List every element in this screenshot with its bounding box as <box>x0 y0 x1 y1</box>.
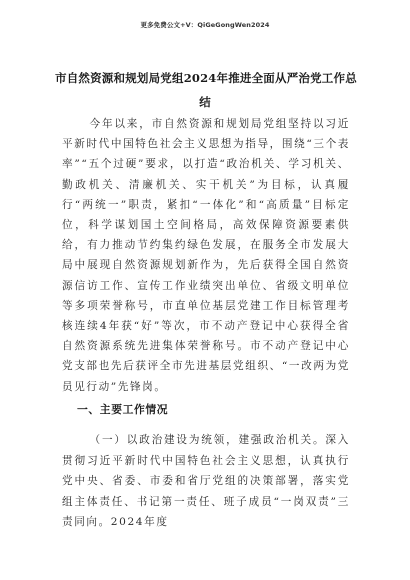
section-heading: 一、主要工作情况 <box>77 403 169 416</box>
intro-paragraph: 今年以来，市自然资源和规划局党组坚持以习近平新时代中国特色社会主义思想为指导，围绕“三个表率”“五个过硬”要求，以打造“政治机关、学习机关、勤政机关、清廉机关、实干机关”为目标，认真履行“两统一”职责，紧扣“一体化”和“高质量”目标定位，科学谋划国土空间格局，高效保障资源要素供给，有力推动节约集约绿色发展，在服务全市发展大局中展现自然资源规划新作为，先后获得全国自然资源信访工作、宣传工作业绩突出单位、省级文明单位等多项荣誉称号，市直单位基层党建工作目标管理考核连续4年获“好”等次，市不动产登记中心获得全省自然资源系统先进集体荣誉称号。市不动产登记中心党支部也先后获评全市先进基层党组织、“一改两为党员见行动”先锋岗。 <box>62 118 350 393</box>
section-paragraph: （一）以政治建设为统领，建强政治机关。深入贯彻习近平新时代中国特色社会主义思想，认真执行党中央、省委、市委和省厅党组的决策部署，落实党组主体责任、书记第一责任、班子成员“一岗双责”三责同向。2024年度 <box>62 434 350 529</box>
document-body <box>62 114 350 397</box>
header-note: 更多免费公文+V：QiGeGongWen2024 <box>140 21 270 29</box>
section-body <box>62 430 350 533</box>
document-title <box>55 66 355 114</box>
document-title-line-2: 结 <box>199 95 211 109</box>
document-title-line-1: 市自然资源和规划局党组2024年推进全面从严治党工作总 <box>55 71 357 85</box>
